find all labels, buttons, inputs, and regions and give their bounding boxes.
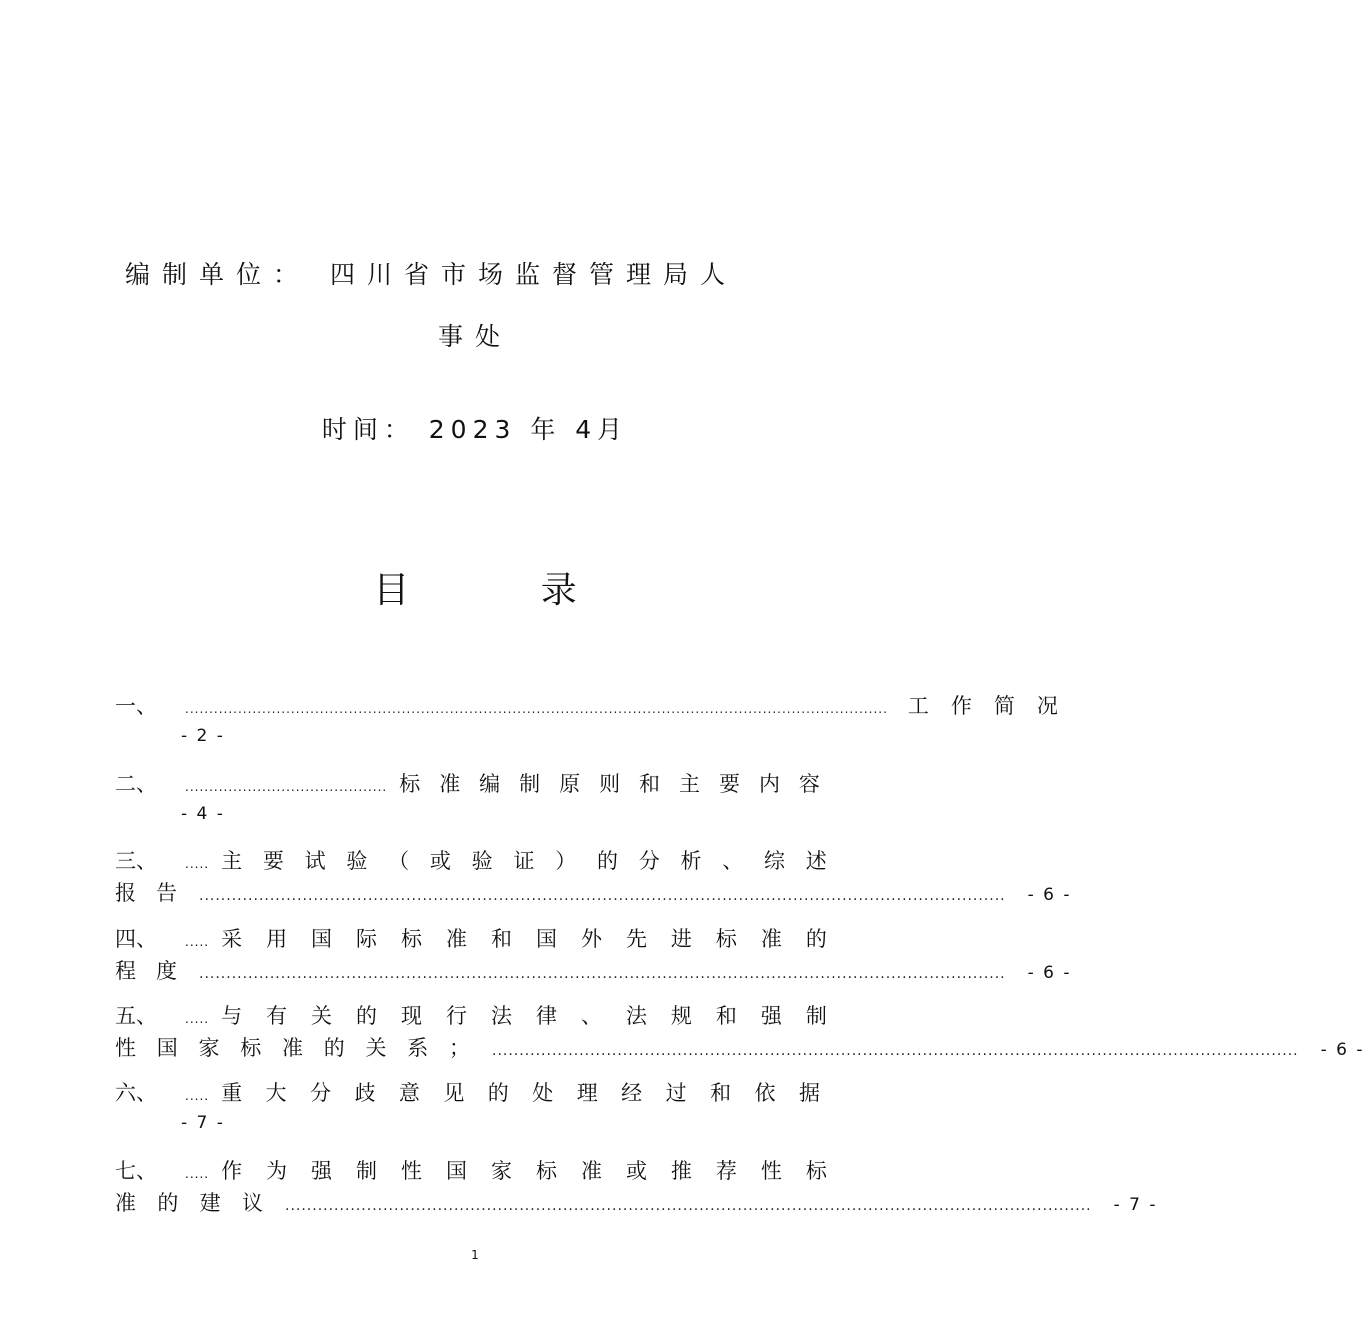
title-char: 性 (401, 1159, 423, 1183)
toc-entry-number: 七、 (115, 1159, 157, 1183)
title-char: 编 (479, 772, 501, 796)
toc-entry-number: 四、 (115, 927, 157, 951)
title-char: 标 (535, 1159, 557, 1183)
title-char: 家 (198, 1036, 220, 1060)
title-char: 作 (950, 694, 972, 718)
title-char: 律 (535, 1004, 557, 1028)
leader-dots: ..... (185, 1089, 210, 1103)
title-char: 主 (221, 849, 243, 873)
title-char: 简 (993, 694, 1015, 718)
title-char: 的 (157, 1191, 179, 1215)
title-char: 法 (625, 1004, 647, 1028)
toc-entry-3[interactable] (115, 845, 1072, 909)
title-char: 处 (532, 1081, 554, 1105)
title-char: 原 (559, 772, 581, 796)
toc-entry-title-cont (115, 877, 177, 907)
title-char: 制 (519, 772, 541, 796)
title-char: （ (388, 849, 410, 873)
org-line-2: 事处 (437, 322, 512, 351)
toc-entry-title (221, 1077, 820, 1107)
toc-entry-page: - 7 - (1113, 1195, 1158, 1215)
title-char: 的 (323, 1036, 345, 1060)
title-char: 准 (580, 1159, 602, 1183)
title-char: 际 (356, 927, 378, 951)
title-char: 况 (1036, 694, 1058, 718)
title-char: 意 (398, 1081, 420, 1105)
toc-entry-number: 五、 (115, 1004, 157, 1028)
title-char: 据 (798, 1081, 820, 1105)
leader-dots: ..... (185, 1012, 210, 1026)
title-char: 或 (429, 849, 451, 873)
title-char: 和 (715, 1004, 737, 1028)
title-char: 系 (407, 1036, 429, 1060)
title-char: 的 (805, 927, 827, 951)
title-char: 法 (490, 1004, 512, 1028)
toc-entry-number: 一、 (115, 694, 157, 718)
title-char: 重 (221, 1081, 243, 1105)
title-char: 或 (625, 1159, 647, 1183)
title-char: 推 (670, 1159, 692, 1183)
title-char: 先 (625, 927, 647, 951)
leader-dots: ..... (185, 935, 210, 949)
title-char: 和 (490, 927, 512, 951)
title-char: 性 (760, 1159, 782, 1183)
toc-entry-title-cont (115, 955, 177, 985)
leader-dots: ..... (185, 857, 210, 871)
title-char: 强 (311, 1159, 333, 1183)
toc-entry-number: 六、 (115, 1081, 157, 1105)
title-char: 和 (639, 772, 661, 796)
title-char: 工 (907, 694, 929, 718)
title-char: 、 (722, 849, 744, 873)
title-char: 准 (282, 1036, 303, 1060)
toc-entry-page: - 4 - (181, 804, 225, 824)
toc-entry-number: 二、 (115, 772, 157, 796)
title-char: 述 (805, 849, 827, 873)
title-char: 与 (221, 1004, 243, 1028)
toc-entry-1[interactable] (115, 690, 1058, 750)
toc-entry-page: - 6 - (1320, 1040, 1365, 1060)
title-char: 国 (156, 1036, 178, 1060)
title-char: 性 (115, 1036, 136, 1060)
leader-dots: .................................................................................................................................................... (199, 888, 1006, 904)
toc-entry-4[interactable] (115, 923, 1072, 987)
toc-entry-number: 三、 (115, 849, 157, 873)
title-char: 要 (718, 772, 740, 796)
toc-entry-6[interactable] (115, 1077, 820, 1137)
title-char: 荐 (715, 1159, 737, 1183)
title-char: 综 (764, 849, 786, 873)
title-char: 准 (760, 927, 782, 951)
title-char: 外 (580, 927, 602, 951)
title-char: 国 (446, 1159, 467, 1183)
title-char: 规 (670, 1004, 692, 1028)
title-char: 关 (311, 1004, 333, 1028)
title-char: 见 (443, 1081, 465, 1105)
toc-entry-title (221, 923, 827, 953)
page-number: 1 (471, 1248, 479, 1262)
toc-entry-title (221, 1155, 827, 1185)
leader-dots: ..... (185, 1167, 210, 1181)
title-char: 准 (115, 1191, 136, 1215)
title-char: 过 (665, 1081, 687, 1105)
title-char: 告 (156, 881, 177, 905)
title-char: 的 (356, 1004, 378, 1028)
title-char: 验 (346, 849, 368, 873)
title-char: 国 (535, 927, 557, 951)
title-char: 大 (265, 1081, 287, 1105)
title-char: 经 (621, 1081, 643, 1105)
toc-entry-title (221, 1000, 827, 1030)
title-char: ； (449, 1036, 470, 1060)
title-char: 行 (446, 1004, 467, 1028)
title-char: 试 (304, 849, 326, 873)
title-char: 程 (115, 959, 136, 983)
leader-dots: .......................................... (185, 780, 388, 794)
toc-entry-title-cont (115, 1187, 263, 1217)
title-char: 验 (471, 849, 493, 873)
title-char: 分 (638, 849, 660, 873)
toc-entry-page: - 7 - (181, 1113, 225, 1133)
title-char: 建 (199, 1191, 221, 1215)
toc-entry-2[interactable] (115, 768, 820, 828)
title-char: 和 (710, 1081, 732, 1105)
org-line-1: 编制单位： 四川省市场监督管理局人 (125, 260, 737, 289)
title-char: 准 (439, 772, 461, 796)
toc-entry-title (908, 690, 1058, 720)
title-char: 用 (266, 927, 288, 951)
title-char: 进 (670, 927, 692, 951)
title-char: 制 (805, 1004, 827, 1028)
title-char: 国 (311, 927, 333, 951)
title-char: 制 (356, 1159, 378, 1183)
toc-entry-page: - 6 - (1027, 963, 1072, 983)
title-char: 为 (266, 1159, 288, 1183)
toc-entry-7[interactable] (115, 1155, 1158, 1219)
title-char: 理 (576, 1081, 598, 1105)
title-char: 析 (680, 849, 702, 873)
title-char: 报 (115, 881, 136, 905)
title-char: 的 (596, 849, 618, 873)
title-char: 有 (266, 1004, 288, 1028)
title-char: 分 (309, 1081, 331, 1105)
title-char: 则 (599, 772, 621, 796)
date-line: 时间： 2023 年 4月 (321, 415, 629, 444)
title-char: 要 (262, 849, 284, 873)
title-char: 议 (241, 1191, 263, 1215)
toc-entry-page: - 2 - (181, 726, 225, 746)
title-char: 的 (487, 1081, 509, 1105)
title-char: 标 (715, 927, 737, 951)
leader-dots: .................................................................................................................................................... (285, 1198, 1092, 1214)
toc-entry-title (399, 768, 820, 798)
title-char: 标 (240, 1036, 262, 1060)
title-char: 标 (399, 772, 421, 796)
title-char: 度 (156, 959, 177, 983)
title-char: 容 (798, 772, 820, 796)
title-char: 现 (401, 1004, 423, 1028)
title-char: 证 (513, 849, 535, 873)
toc-entry-5[interactable] (115, 1000, 1365, 1064)
title-char: 作 (221, 1159, 243, 1183)
toc-entry-title (221, 845, 827, 875)
title-char: 依 (754, 1081, 776, 1105)
title-char: 、 (580, 1004, 602, 1028)
title-char: ） (555, 849, 577, 873)
toc-entry-title-cont (115, 1032, 470, 1062)
title-char: 主 (679, 772, 700, 796)
title-char: 关 (365, 1036, 387, 1060)
leader-dots: .................................................................................................................................................... (199, 966, 1006, 982)
title-char: 标 (805, 1159, 827, 1183)
toc-title: 目 录 (373, 570, 637, 611)
title-char: 采 (221, 927, 243, 951)
title-char: 歧 (354, 1081, 376, 1105)
title-char: 准 (446, 927, 467, 951)
title-char: 强 (760, 1004, 782, 1028)
title-char: 家 (490, 1159, 512, 1183)
leader-dots: .................................................................................................................................................... (492, 1043, 1299, 1059)
leader-dots: .................................................................................................................................................. (185, 702, 888, 716)
title-char: 标 (401, 927, 423, 951)
toc-entry-page: - 6 - (1027, 885, 1072, 905)
title-char: 内 (758, 772, 780, 796)
